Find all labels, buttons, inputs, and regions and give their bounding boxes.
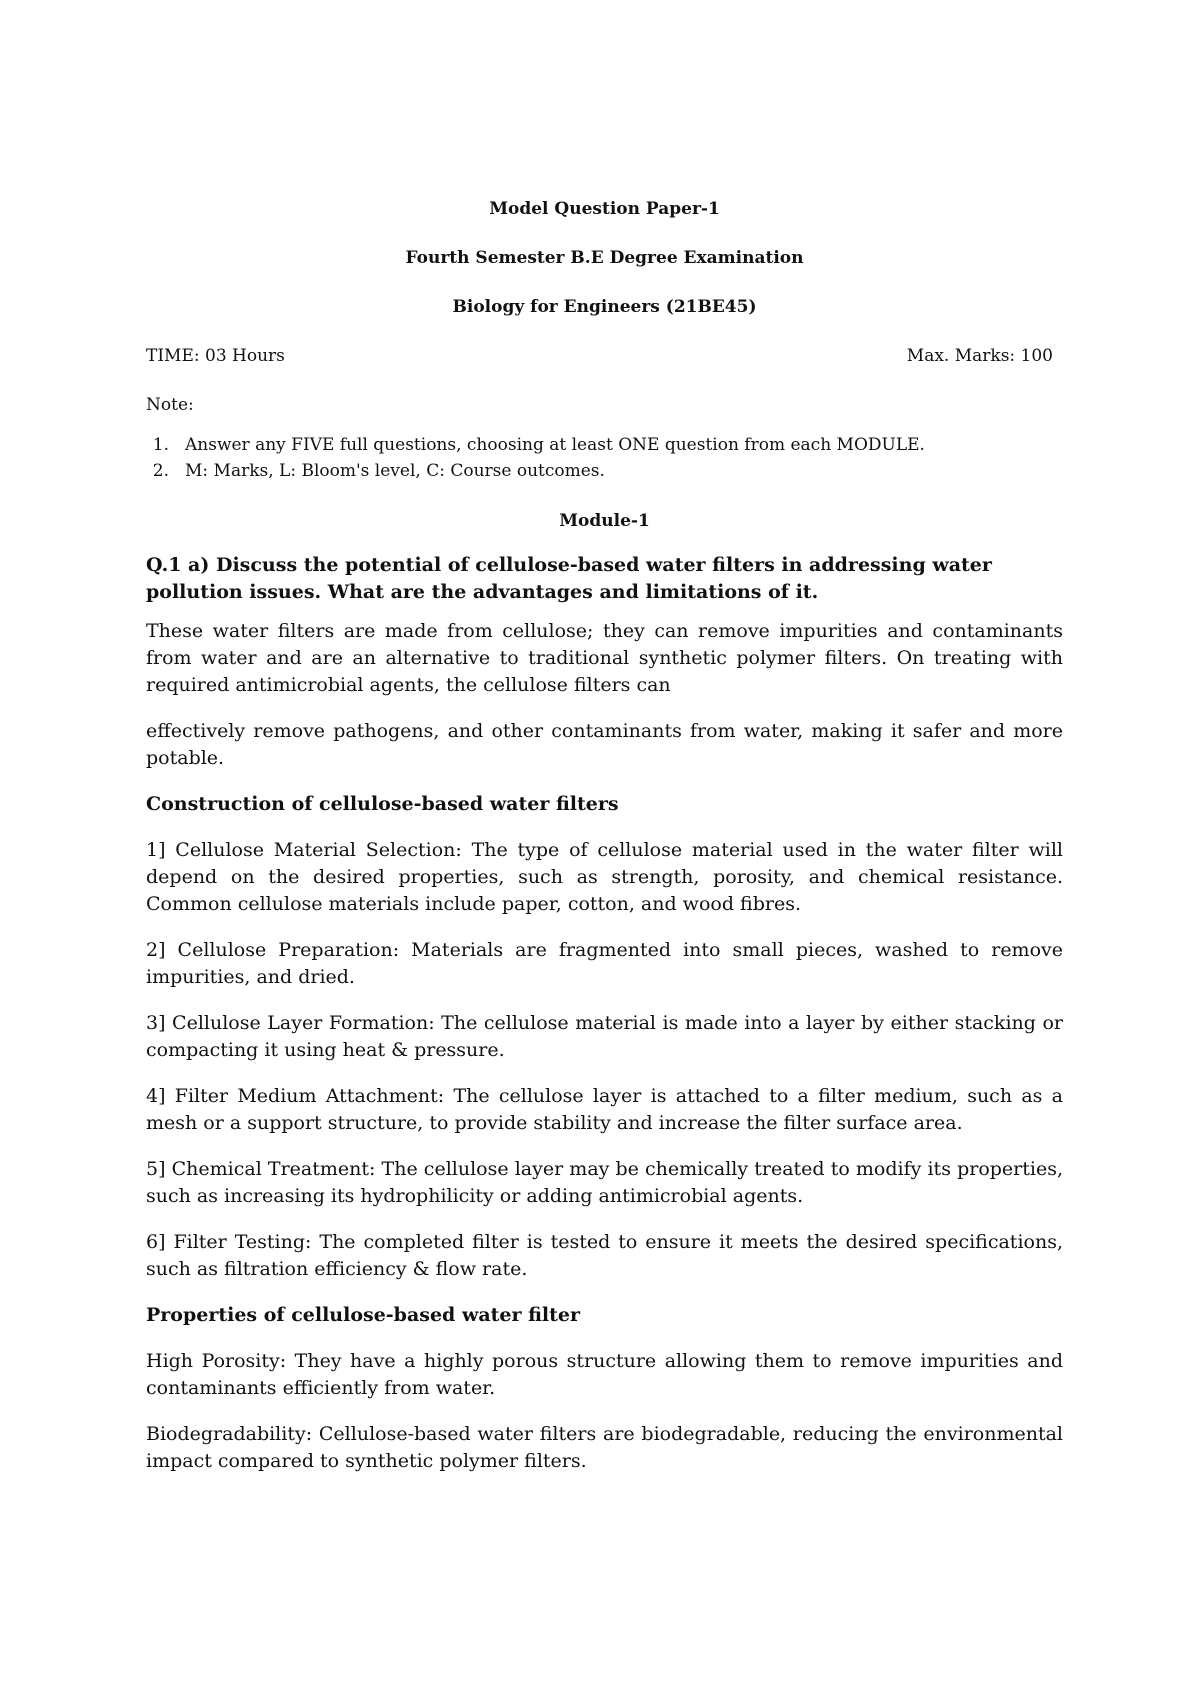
- list-number: 1.: [152, 435, 169, 455]
- intro-paragraph: These water filters are made from cellulose; they can remove impurities and contaminants from water and are an alternative to traditional synthetic polymer filters. On treating with required antimicrobial agents, the cellulose filters can: [146, 620, 1063, 696]
- list-item: [146, 458, 1063, 484]
- construction-step: 3] Cellulose Layer Formation: The cellulose material is made into a layer by either stacking or compacting it using heat & pressure.: [146, 1012, 1063, 1061]
- time-label: TIME: 03 Hours: [146, 346, 285, 366]
- list-item: [146, 432, 1063, 458]
- exam-title: Fourth Semester B.E Degree Examination: [405, 248, 804, 268]
- construction-step: 1] Cellulose Material Selection: The type of cellulose material used in the water filter will depend on the desired properties, such as strength, porosity, and chemical resistance. Common cellulose materials include paper, cotton, and wood fibres.: [146, 839, 1063, 915]
- list-text: Answer any FIVE full questions, choosing at least ONE question from each MODULE.: [185, 435, 925, 455]
- construction-step: 6] Filter Testing: The completed filter is tested to ensure it meets the desired specifications, such as filtration efficiency & flow rate.: [146, 1231, 1063, 1280]
- max-marks-label: Max. Marks: 100: [906, 346, 1053, 366]
- properties-heading: Properties of cellulose-based water filter: [146, 1304, 581, 1326]
- construction-step: 2] Cellulose Preparation: Materials are fragmented into small pieces, washed to remove impurities, and dried.: [146, 939, 1063, 988]
- list-text: M: Marks, L: Bloom's level, C: Course outcomes.: [185, 461, 605, 481]
- construction-step: 5] Chemical Treatment: The cellulose layer may be chemically treated to modify its properties, such as increasing its hydrophilicity or adding antimicrobial agents.: [146, 1158, 1063, 1207]
- paper-title: Model Question Paper-1: [489, 199, 720, 219]
- intro-paragraph-continued: effectively remove pathogens, and other contaminants from water, making it safer and more potable.: [146, 720, 1063, 769]
- property-paragraph: High Porosity: They have a highly porous structure allowing them to remove impurities and contaminants efficiently from water.: [146, 1350, 1063, 1399]
- list-number: 2.: [152, 461, 169, 481]
- construction-step: 4] Filter Medium Attachment: The cellulose layer is attached to a filter medium, such as a mesh or a support structure, to provide stability and increase the filter surface area.: [146, 1085, 1063, 1134]
- note-list: [146, 432, 1063, 484]
- note-label: Note:: [146, 395, 194, 415]
- module-title: Module-1: [559, 511, 650, 531]
- document-page: [146, 196, 1063, 1494]
- exam-meta-row: [146, 343, 1063, 369]
- construction-heading: Construction of cellulose-based water filters: [146, 793, 619, 815]
- question-text: Q.1 a) Discuss the potential of cellulose-based water filters in addressing water pollution issues. What are the advantages and limitations of it.: [146, 554, 992, 603]
- property-paragraph: Biodegradability: Cellulose-based water filters are biodegradable, reducing the environmental impact compared to synthetic polymer filters.: [146, 1423, 1063, 1472]
- subject-title: Biology for Engineers (21BE45): [452, 297, 757, 317]
